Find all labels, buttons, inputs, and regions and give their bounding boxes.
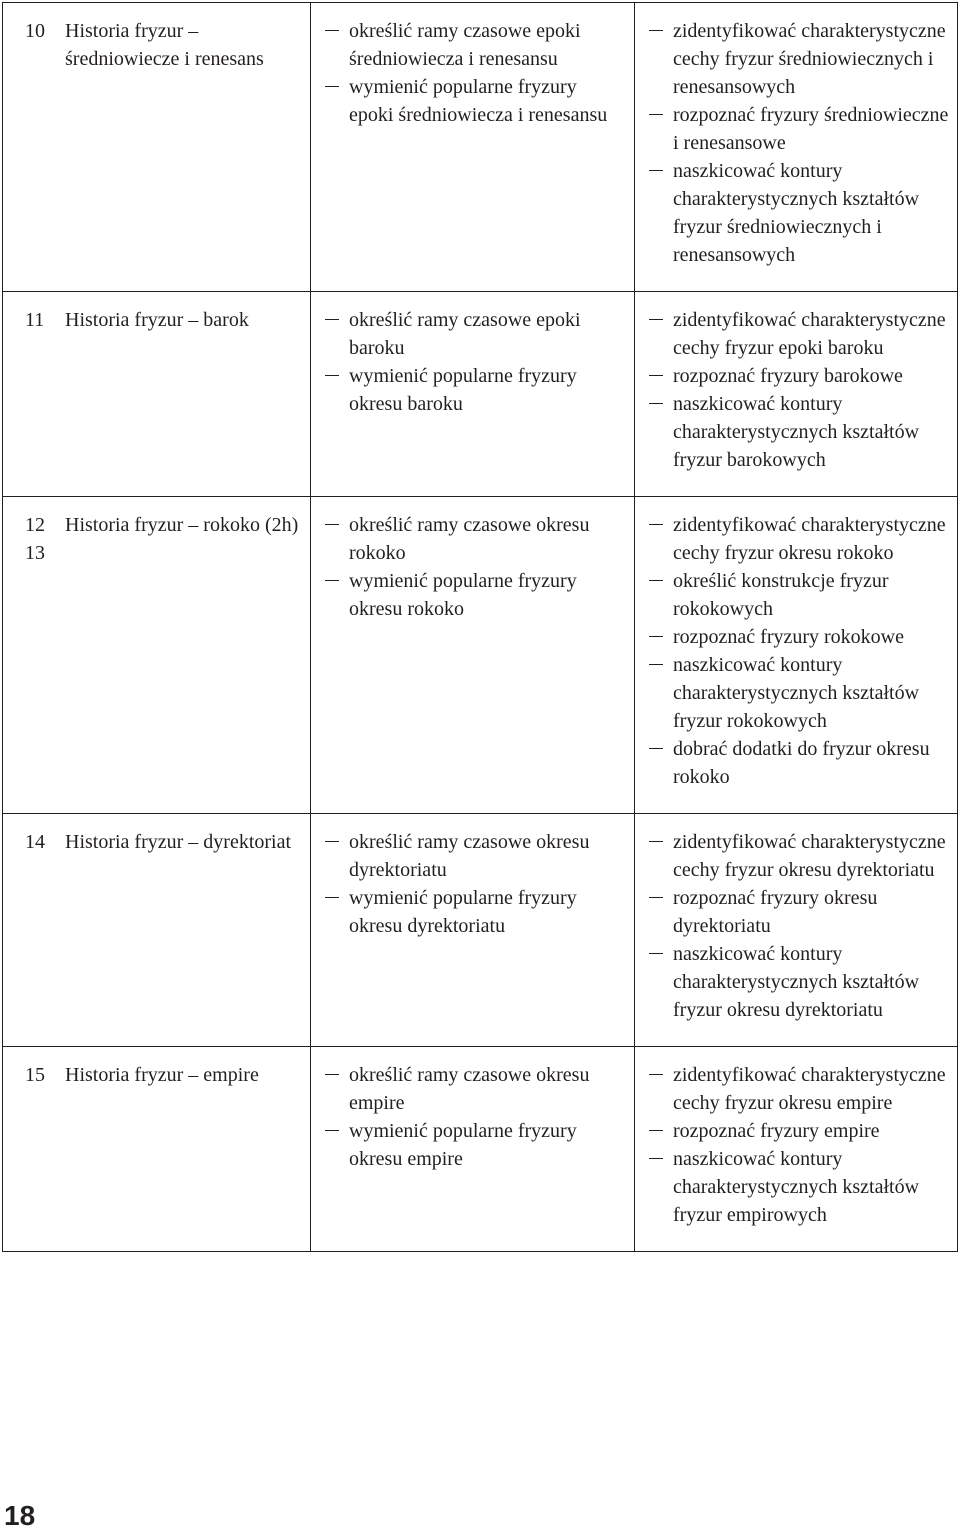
skills-cell (635, 292, 958, 497)
list-item: wymienić popularne fryzury okresu rokoko (319, 567, 626, 623)
table-row (3, 1047, 958, 1252)
list-item: zidentyfikować charakterystyczne cechy fryzur okresu dyrektoriatu (643, 828, 949, 884)
list-item: rozpoznać fryzury empire (643, 1117, 949, 1145)
list-item: wymienić popularne fryzury okresu baroku (319, 362, 626, 418)
list-item: określić konstrukcje fryzur rokokowych (643, 567, 949, 623)
skills-cell-list (643, 1061, 949, 1229)
skills-cell (635, 1047, 958, 1252)
list-item: naszkicować kontury charakterystycznych kształtów fryzur okresu dyrektoriatu (643, 940, 949, 1024)
lesson-numbers (11, 17, 65, 73)
list-item: rozpoznać fryzury okresu dyrektoriatu (643, 884, 949, 940)
topic-title: Historia fryzur – dyrektoriat (65, 831, 292, 853)
list-item: zidentyfikować charakterystyczne cechy fryzur okresu rokoko (643, 511, 949, 567)
lesson-numbers (11, 511, 65, 567)
skills-cell-list (643, 17, 949, 269)
goals-cell (311, 1047, 635, 1252)
topic-cell (3, 814, 311, 1047)
goals-cell-list (319, 828, 626, 940)
lesson-number: 14 (25, 831, 45, 853)
list-item: naszkicować kontury charakterystycznych kształtów fryzur rokokowych (643, 651, 949, 735)
list-item: określić ramy czasowe epoki średniowiecza i renesansu (319, 17, 626, 73)
topic-title: Historia fryzur – średniowiecze i renesans (65, 20, 264, 70)
list-item: naszkicować kontury charakterystycznych kształtów fryzur barokowych (643, 390, 949, 474)
skills-cell (635, 814, 958, 1047)
lesson-number: 10 (25, 20, 45, 42)
curriculum-table (2, 2, 958, 1252)
list-item: rozpoznać fryzury rokokowe (643, 623, 949, 651)
lesson-number: 13 (25, 542, 45, 564)
table-row (3, 3, 958, 292)
skills-cell-list (643, 828, 949, 1024)
list-item: naszkicować kontury charakterystycznych kształtów fryzur empirowych (643, 1145, 949, 1229)
table-row (3, 814, 958, 1047)
lesson-number: 15 (25, 1064, 45, 1086)
skills-cell (635, 497, 958, 814)
list-item: wymienić popularne fryzury epoki średniowiecza i renesansu (319, 73, 626, 129)
lesson-number: 12 (25, 514, 45, 536)
list-item: naszkicować kontury charakterystycznych kształtów fryzur średniowiecznych i renesansowych (643, 157, 949, 269)
list-item: wymienić popularne fryzury okresu empire (319, 1117, 626, 1173)
lesson-numbers (11, 828, 65, 856)
topic-cell (3, 1047, 311, 1252)
goals-cell-list (319, 1061, 626, 1173)
topic-cell (3, 3, 311, 292)
goals-cell (311, 497, 635, 814)
goals-cell-list (319, 306, 626, 418)
table-body (3, 3, 958, 1252)
goals-cell (311, 3, 635, 292)
skills-cell (635, 3, 958, 292)
goals-cell-list (319, 511, 626, 623)
skills-cell-list (643, 306, 949, 474)
topic-title: Historia fryzur – barok (65, 309, 249, 331)
topic-title: Historia fryzur – empire (65, 1064, 259, 1086)
page-number: 18 (4, 1500, 36, 1531)
list-item: rozpoznać fryzury barokowe (643, 362, 949, 390)
lesson-numbers (11, 306, 65, 334)
list-item: zidentyfikować charakterystyczne cechy fryzur epoki baroku (643, 306, 949, 362)
table-row (3, 497, 958, 814)
goals-cell (311, 814, 635, 1047)
list-item: określić ramy czasowe okresu dyrektoriatu (319, 828, 626, 884)
topic-title: Historia fryzur – rokoko (2h) (65, 514, 299, 536)
topic-cell (3, 292, 311, 497)
list-item: rozpoznać fryzury średniowieczne i renesansowe (643, 101, 949, 157)
table-row (3, 292, 958, 497)
list-item: określić ramy czasowe okresu empire (319, 1061, 626, 1117)
skills-cell-list (643, 511, 949, 791)
list-item: dobrać dodatki do fryzur okresu rokoko (643, 735, 949, 791)
list-item: określić ramy czasowe epoki baroku (319, 306, 626, 362)
list-item: wymienić popularne fryzury okresu dyrektoriatu (319, 884, 626, 940)
list-item: zidentyfikować charakterystyczne cechy fryzur średniowiecznych i renesansowych (643, 17, 949, 101)
goals-cell-list (319, 17, 626, 129)
list-item: zidentyfikować charakterystyczne cechy fryzur okresu empire (643, 1061, 949, 1117)
topic-cell (3, 497, 311, 814)
lesson-number: 11 (25, 309, 45, 331)
lesson-numbers (11, 1061, 65, 1089)
list-item: określić ramy czasowe okresu rokoko (319, 511, 626, 567)
goals-cell (311, 292, 635, 497)
